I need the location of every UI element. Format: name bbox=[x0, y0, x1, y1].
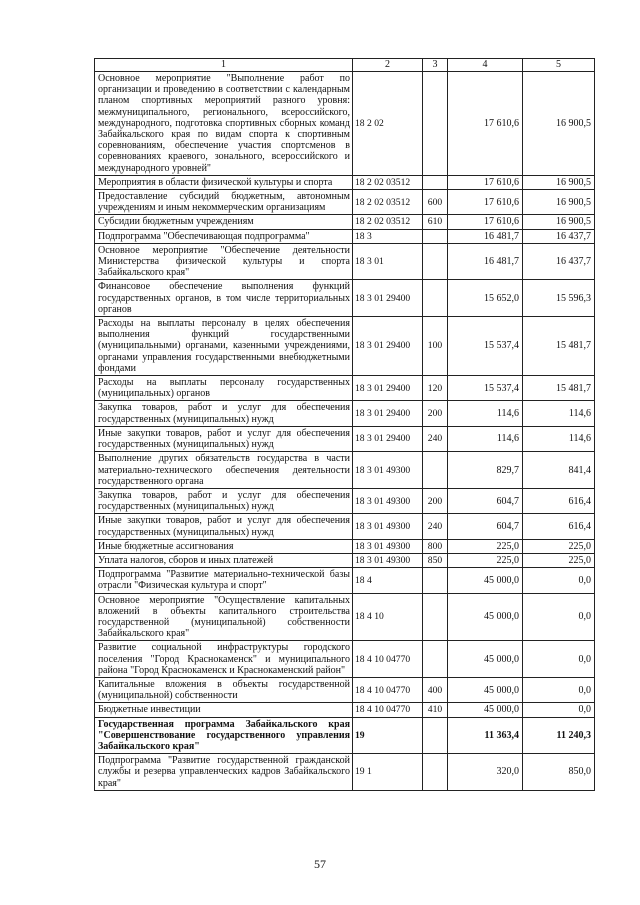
row-value-2018-cell: 616,4 bbox=[523, 514, 595, 539]
row-value-2018-cell: 15 481,7 bbox=[523, 317, 595, 376]
row-value-2018-cell: 850,0 bbox=[523, 754, 595, 791]
row-value-2017-cell: 114,6 bbox=[448, 401, 523, 426]
row-vr-cell: 850 bbox=[423, 553, 448, 567]
row-code-cell: 18 3 bbox=[353, 229, 423, 243]
row-vr-cell: 240 bbox=[423, 514, 448, 539]
row-code-cell: 18 3 01 49300 bbox=[353, 539, 423, 553]
row-name-cell: Основное мероприятие "Выполнение работ по организации и проведению в соответствии с календарным планом спортивных мероприятий разного уровня: межмуниципального, регионального, всероссийского, международного, подготовка спортивных сборных команд Забайкальского края по видам спорта к спортивным соревнованиям, обеспечение участия спортсменов в соревнованиях краевого, зонального, всероссийского и международного уровней" bbox=[95, 72, 353, 176]
header-col-4: 4 bbox=[448, 59, 523, 72]
row-name-cell: Мероприятия в области физической культуры и спорта bbox=[95, 175, 353, 189]
row-value-2017-cell: 45 000,0 bbox=[448, 677, 523, 702]
row-value-2017-cell: 114,6 bbox=[448, 426, 523, 451]
table-row bbox=[95, 280, 595, 317]
row-code-cell: 18 4 10 04770 bbox=[353, 677, 423, 702]
row-vr-cell bbox=[423, 243, 448, 280]
row-vr-cell bbox=[423, 175, 448, 189]
table-row bbox=[95, 401, 595, 426]
table-row bbox=[95, 229, 595, 243]
row-code-cell: 18 4 bbox=[353, 568, 423, 593]
row-name-cell: Уплата налогов, сборов и иных платежей bbox=[95, 553, 353, 567]
row-vr-cell bbox=[423, 568, 448, 593]
row-code-cell: 18 2 02 bbox=[353, 72, 423, 176]
table-body bbox=[95, 72, 595, 791]
row-value-2017-cell: 45 000,0 bbox=[448, 568, 523, 593]
row-name-cell: Подпрограмма "Развитие материально-технической базы отрасли "Физическая культура и спорт" bbox=[95, 568, 353, 593]
table-row bbox=[95, 539, 595, 553]
table-row bbox=[95, 514, 595, 539]
row-value-2018-cell: 16 437,7 bbox=[523, 243, 595, 280]
row-code-cell: 18 4 10 bbox=[353, 593, 423, 641]
row-vr-cell bbox=[423, 452, 448, 489]
row-name-cell: Закупка товаров, работ и услуг для обеспечения государственных (муниципальных) нужд bbox=[95, 401, 353, 426]
row-value-2018-cell: 15 481,7 bbox=[523, 376, 595, 401]
table-row bbox=[95, 190, 595, 215]
row-value-2018-cell: 0,0 bbox=[523, 593, 595, 641]
row-value-2017-cell: 604,7 bbox=[448, 514, 523, 539]
row-name-cell: Субсидии бюджетным учреждениям bbox=[95, 215, 353, 229]
row-value-2018-cell: 114,6 bbox=[523, 401, 595, 426]
row-code-cell: 19 bbox=[353, 717, 423, 754]
row-value-2017-cell: 225,0 bbox=[448, 539, 523, 553]
row-value-2017-cell: 17 610,6 bbox=[448, 215, 523, 229]
row-value-2017-cell: 320,0 bbox=[448, 754, 523, 791]
row-vr-cell bbox=[423, 717, 448, 754]
row-vr-cell: 400 bbox=[423, 677, 448, 702]
row-vr-cell: 100 bbox=[423, 317, 448, 376]
row-code-cell: 18 3 01 49300 bbox=[353, 488, 423, 513]
table-row bbox=[95, 717, 595, 754]
header-col-5: 5 bbox=[523, 59, 595, 72]
row-value-2017-cell: 17 610,6 bbox=[448, 175, 523, 189]
table-row bbox=[95, 553, 595, 567]
row-code-cell: 19 1 bbox=[353, 754, 423, 791]
row-value-2018-cell: 0,0 bbox=[523, 641, 595, 678]
row-vr-cell bbox=[423, 754, 448, 791]
row-name-cell: Иные закупки товаров, работ и услуг для обеспечения государственных (муниципальных) нужд bbox=[95, 514, 353, 539]
row-code-cell: 18 3 01 49300 bbox=[353, 553, 423, 567]
row-vr-cell: 410 bbox=[423, 703, 448, 717]
row-value-2017-cell: 45 000,0 bbox=[448, 703, 523, 717]
row-vr-cell: 120 bbox=[423, 376, 448, 401]
row-value-2018-cell: 16 437,7 bbox=[523, 229, 595, 243]
table-row bbox=[95, 426, 595, 451]
row-name-cell: Подпрограмма "Развитие государственной гражданской службы и резерва управленческих кадров Забайкальского края" bbox=[95, 754, 353, 791]
row-value-2018-cell: 114,6 bbox=[523, 426, 595, 451]
table-row bbox=[95, 568, 595, 593]
row-value-2017-cell: 15 537,4 bbox=[448, 317, 523, 376]
row-value-2018-cell: 16 900,5 bbox=[523, 175, 595, 189]
row-value-2017-cell: 15 652,0 bbox=[448, 280, 523, 317]
row-value-2017-cell: 829,7 bbox=[448, 452, 523, 489]
row-name-cell: Развитие социальной инфраструктуры городского поселения "Город Краснокаменск" и муниципального района "Город Краснокаменск и Краснокаменский район" bbox=[95, 641, 353, 678]
row-name-cell: Финансовое обеспечение выполнения функций государственных органов, в том числе территориальных органов bbox=[95, 280, 353, 317]
table-row bbox=[95, 593, 595, 641]
row-value-2017-cell: 604,7 bbox=[448, 488, 523, 513]
row-code-cell: 18 3 01 29400 bbox=[353, 317, 423, 376]
row-value-2018-cell: 841,4 bbox=[523, 452, 595, 489]
row-vr-cell bbox=[423, 641, 448, 678]
table-row bbox=[95, 243, 595, 280]
page-number: 57 bbox=[314, 857, 326, 871]
row-name-cell: Бюджетные инвестиции bbox=[95, 703, 353, 717]
row-name-cell: Иные бюджетные ассигнования bbox=[95, 539, 353, 553]
row-value-2018-cell: 16 900,5 bbox=[523, 190, 595, 215]
row-vr-cell bbox=[423, 593, 448, 641]
header-row bbox=[95, 59, 595, 72]
row-code-cell: 18 2 02 03512 bbox=[353, 215, 423, 229]
row-name-cell: Расходы на выплаты персоналу государственных (муниципальных) органов bbox=[95, 376, 353, 401]
row-code-cell: 18 3 01 29400 bbox=[353, 376, 423, 401]
row-value-2018-cell: 16 900,5 bbox=[523, 215, 595, 229]
row-value-2017-cell: 17 610,6 bbox=[448, 190, 523, 215]
table-row bbox=[95, 215, 595, 229]
row-value-2017-cell: 225,0 bbox=[448, 553, 523, 567]
row-code-cell: 18 4 10 04770 bbox=[353, 641, 423, 678]
row-value-2018-cell: 225,0 bbox=[523, 553, 595, 567]
row-value-2017-cell: 17 610,6 bbox=[448, 72, 523, 176]
row-value-2017-cell: 45 000,0 bbox=[448, 641, 523, 678]
row-vr-cell: 600 bbox=[423, 190, 448, 215]
table-row bbox=[95, 703, 595, 717]
budget-table-container bbox=[94, 58, 594, 791]
row-vr-cell: 240 bbox=[423, 426, 448, 451]
row-vr-cell bbox=[423, 280, 448, 317]
row-name-cell: Выполнение других обязательств государства в части материально-технического обеспечения деятельности государственного органа bbox=[95, 452, 353, 489]
row-name-cell: Подпрограмма "Обеспечивающая подпрограмма" bbox=[95, 229, 353, 243]
row-value-2017-cell: 11 363,4 bbox=[448, 717, 523, 754]
row-name-cell: Капитальные вложения в объекты государственной (муниципальной) собственности bbox=[95, 677, 353, 702]
row-value-2018-cell: 16 900,5 bbox=[523, 72, 595, 176]
header-col-3: 3 bbox=[423, 59, 448, 72]
row-vr-cell: 200 bbox=[423, 488, 448, 513]
row-value-2017-cell: 45 000,0 bbox=[448, 593, 523, 641]
header-col-2: 2 bbox=[353, 59, 423, 72]
row-value-2018-cell: 225,0 bbox=[523, 539, 595, 553]
row-code-cell: 18 3 01 49300 bbox=[353, 514, 423, 539]
row-value-2018-cell: 0,0 bbox=[523, 703, 595, 717]
row-vr-cell bbox=[423, 72, 448, 176]
row-code-cell: 18 4 10 04770 bbox=[353, 703, 423, 717]
table-row bbox=[95, 488, 595, 513]
table-row bbox=[95, 641, 595, 678]
row-name-cell: Основное мероприятие "Обеспечение деятельности Министерства физической культуры и спорта Забайкальского края" bbox=[95, 243, 353, 280]
row-code-cell: 18 3 01 bbox=[353, 243, 423, 280]
row-value-2017-cell: 16 481,7 bbox=[448, 229, 523, 243]
row-vr-cell bbox=[423, 229, 448, 243]
row-value-2018-cell: 15 596,3 bbox=[523, 280, 595, 317]
row-value-2017-cell: 16 481,7 bbox=[448, 243, 523, 280]
row-name-cell: Расходы на выплаты персоналу в целях обеспечения выполнения функций государственными (муниципальными) органами, казенными учреждениями, органами управления государственными внебюджетными фондами bbox=[95, 317, 353, 376]
table-row bbox=[95, 754, 595, 791]
row-value-2018-cell: 616,4 bbox=[523, 488, 595, 513]
row-code-cell: 18 3 01 29400 bbox=[353, 401, 423, 426]
row-code-cell: 18 2 02 03512 bbox=[353, 190, 423, 215]
table-row bbox=[95, 376, 595, 401]
row-vr-cell: 200 bbox=[423, 401, 448, 426]
row-code-cell: 18 3 01 29400 bbox=[353, 280, 423, 317]
row-vr-cell: 800 bbox=[423, 539, 448, 553]
row-code-cell: 18 2 02 03512 bbox=[353, 175, 423, 189]
row-value-2018-cell: 0,0 bbox=[523, 568, 595, 593]
row-vr-cell: 610 bbox=[423, 215, 448, 229]
table-row bbox=[95, 452, 595, 489]
row-name-cell: Иные закупки товаров, работ и услуг для обеспечения государственных (муниципальных) нужд bbox=[95, 426, 353, 451]
row-name-cell: Закупка товаров, работ и услуг для обеспечения государственных (муниципальных) нужд bbox=[95, 488, 353, 513]
row-name-cell: Основное мероприятие "Осуществление капитальных вложений в объекты капитального строительства государственной (муниципальной) собственности Забайкальского края" bbox=[95, 593, 353, 641]
row-name-cell: Предоставление субсидий бюджетным, автономным учреждениям и иным некоммерческим организациям bbox=[95, 190, 353, 215]
row-value-2018-cell: 0,0 bbox=[523, 677, 595, 702]
row-value-2017-cell: 15 537,4 bbox=[448, 376, 523, 401]
row-code-cell: 18 3 01 49300 bbox=[353, 452, 423, 489]
row-name-cell: Государственная программа Забайкальского края "Совершенствование государственного управления Забайкальского края" bbox=[95, 717, 353, 754]
row-code-cell: 18 3 01 29400 bbox=[353, 426, 423, 451]
table-row bbox=[95, 72, 595, 176]
header-col-1: 1 bbox=[95, 59, 353, 72]
table-row bbox=[95, 677, 595, 702]
table-row bbox=[95, 317, 595, 376]
budget-table bbox=[94, 58, 595, 791]
table-row bbox=[95, 175, 595, 189]
row-value-2018-cell: 11 240,3 bbox=[523, 717, 595, 754]
